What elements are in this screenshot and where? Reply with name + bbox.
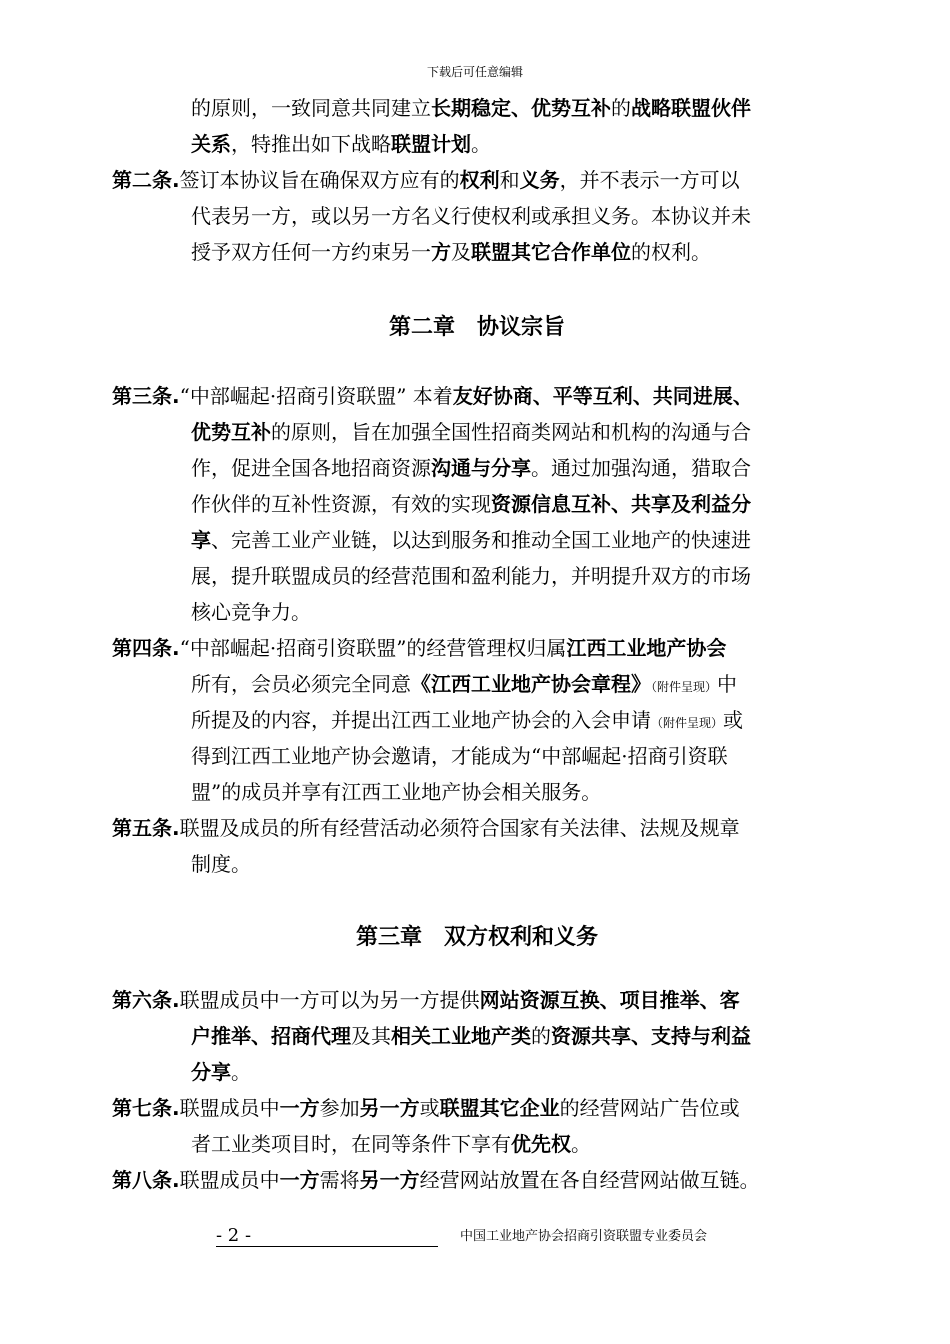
- text-segment: 得到江西工业地产协会邀请，才能成为“中部崛起·招商引资联: [191, 744, 728, 768]
- bold-text: 另一方: [359, 1096, 420, 1120]
- text-line: [112, 774, 842, 810]
- text-segment: 制度。: [191, 852, 251, 876]
- bold-text: 资源共享、支持与利益: [551, 1024, 751, 1048]
- text-line: [112, 846, 842, 882]
- text-segment: 或: [419, 1096, 440, 1120]
- text-line: [112, 198, 842, 234]
- text-segment: 代表另一方，或以另一方名义行使权利或承担义务。本协议并未: [191, 204, 751, 228]
- text-segment: 。通过加强沟通，猎取合: [531, 456, 751, 480]
- bold-text: 分享: [191, 1060, 231, 1084]
- page-footer: [216, 1226, 736, 1246]
- text-segment: 及: [451, 240, 471, 264]
- bold-text: 相关工业地产类: [391, 1024, 531, 1048]
- text-line: [112, 630, 842, 666]
- text-segment: 授予双方任何一方约束另一: [191, 240, 431, 264]
- text-segment: 核心竞争力。: [191, 600, 311, 624]
- text-segment: 所提及的内容，并提出江西工业地产协会的入会申请: [191, 708, 651, 732]
- bold-text: 权利: [459, 168, 500, 192]
- text-segment: 作伙伴的互补性资源，有效的实现: [191, 492, 491, 516]
- text-segment: 联盟及成员的所有经营活动必须符合国家有关法律、法规及规章: [179, 816, 740, 840]
- text-segment: 展，提升联盟成员的经营范围和盈利能力，并明提升双方的市场: [191, 564, 751, 588]
- text-segment: “中部崛起·招商引资联盟” 本着: [179, 384, 453, 408]
- text-segment: 所有，会员必须完全同意: [191, 672, 411, 696]
- bold-text: 联盟其它企业: [439, 1096, 560, 1120]
- text-segment: 参加: [319, 1096, 360, 1120]
- text-line: [112, 1126, 842, 1162]
- article-label: 第四条.: [112, 636, 180, 660]
- article-label: 第五条.: [112, 816, 180, 840]
- text-segment: 联盟成员中一方可以为另一方提供: [179, 988, 480, 1012]
- text-segment: 的原则，一致同意共同建立: [191, 96, 431, 120]
- document-body: [112, 90, 842, 1198]
- text-line: [112, 810, 842, 846]
- page-number: - 2 -: [216, 1225, 252, 1246]
- text-segment: 联盟成员中: [179, 1168, 280, 1192]
- spacer: [112, 958, 842, 982]
- page-header: 下载后可任意编辑: [426, 65, 523, 79]
- text-segment: 。: [571, 1132, 591, 1156]
- text-segment: 及其: [351, 1024, 391, 1048]
- text-line: [112, 594, 842, 630]
- text-line: [112, 558, 842, 594]
- text-segment: 。: [471, 132, 491, 156]
- text-line: [112, 522, 842, 558]
- text-segment: 的: [531, 1024, 551, 1048]
- bold-text: 网站资源互换、项目推举、客: [479, 988, 740, 1012]
- bold-text: 联盟计划: [391, 132, 471, 156]
- text-segment: 需将: [319, 1168, 360, 1192]
- text-line: [112, 1090, 842, 1126]
- text-line: [112, 450, 842, 486]
- text-segment: “中部崛起·招商引资联盟”的经营管理权归属: [179, 636, 567, 660]
- article-label: 第二条.: [112, 168, 180, 192]
- bold-text: 沟通与分享: [431, 456, 531, 480]
- text-line: [112, 1054, 842, 1090]
- footer-org: 中国工业地产协会招商引资联盟专业委员会: [460, 1229, 708, 1244]
- text-line: [112, 234, 842, 270]
- bold-text: 户推举、招商代理: [191, 1024, 351, 1048]
- bold-text: 方: [431, 240, 451, 264]
- text-line: [112, 162, 842, 198]
- text-line: [112, 1018, 842, 1054]
- bold-text: 战略联盟伙伴: [631, 96, 751, 120]
- text-segment: ，并不表示一方可以: [559, 168, 740, 192]
- text-segment: 者工业类项目时，在同等条件下享有: [191, 1132, 511, 1156]
- chapter-heading: 第三章 双方权利和义务: [355, 925, 598, 950]
- text-line: [112, 378, 842, 414]
- bold-text: 关系: [191, 132, 231, 156]
- bold-text: 长期稳定、优势互补: [431, 96, 611, 120]
- spacer: [112, 348, 842, 378]
- text-segment: 、完善工业产业链，以达到服务和推动全国工业地产的快速进: [211, 528, 751, 552]
- text-line: [112, 126, 842, 162]
- text-segment: ，特推出如下战略: [231, 132, 391, 156]
- bold-text: 江西工业地产协会: [566, 636, 727, 660]
- text-segment: 的: [611, 96, 631, 120]
- text-line: [112, 90, 842, 126]
- article-label: 第七条.: [112, 1096, 180, 1120]
- text-line: [112, 1162, 842, 1198]
- article-label: 第八条.: [112, 1168, 180, 1192]
- text-segment: 盟”的成员并享有江西工业地产协会相关服务。: [191, 780, 602, 804]
- text-line: [112, 486, 842, 522]
- footer-rule: [216, 1246, 438, 1247]
- article-label: 第三条.: [112, 384, 180, 408]
- text-segment: 的原则，旨在加强全国性招商类网站和机构的沟通与合: [271, 420, 751, 444]
- bold-text: 一方: [279, 1096, 320, 1120]
- small-note: （附件呈现）: [651, 680, 718, 694]
- bold-text: 友好协商、平等互利、共同进展、: [452, 384, 753, 408]
- spacer: [112, 270, 842, 308]
- text-segment: 。: [231, 1060, 251, 1084]
- small-note: （附件呈现）: [651, 716, 724, 730]
- text-segment: 或: [723, 708, 744, 732]
- text-segment: 的经营网站广告位或: [559, 1096, 740, 1120]
- bold-text: 一方: [279, 1168, 320, 1192]
- text-segment: 签订本协议旨在确保双方应有的: [179, 168, 460, 192]
- bold-text: 优势互补: [191, 420, 271, 444]
- bold-text: 联盟其它合作单位: [471, 240, 631, 264]
- text-segment: 作，促进全国各地招商资源: [191, 456, 431, 480]
- text-segment: 联盟成员中: [179, 1096, 280, 1120]
- bold-text: 优先权: [511, 1132, 571, 1156]
- text-line: [112, 738, 842, 774]
- spacer: [112, 882, 842, 918]
- text-segment: 和: [499, 168, 520, 192]
- article-label: 第六条.: [112, 988, 180, 1012]
- text-line: [112, 414, 842, 450]
- bold-text: 享: [191, 528, 211, 552]
- chapter-heading: 第二章 协议宗旨: [388, 315, 565, 340]
- text-segment: 中: [717, 672, 738, 696]
- text-segment: 的权利。: [631, 240, 711, 264]
- text-segment: 经营网站放置在各自经营网站做互链。: [419, 1168, 760, 1192]
- bold-text: 资源信息互补、共享及利益分: [491, 492, 751, 516]
- text-line: [112, 666, 842, 702]
- bold-text: 另一方: [359, 1168, 420, 1192]
- text-line: [112, 982, 842, 1018]
- text-line: [112, 702, 842, 738]
- bold-text: 义务: [519, 168, 560, 192]
- bold-text: 《江西工业地产协会章程》: [411, 672, 651, 696]
